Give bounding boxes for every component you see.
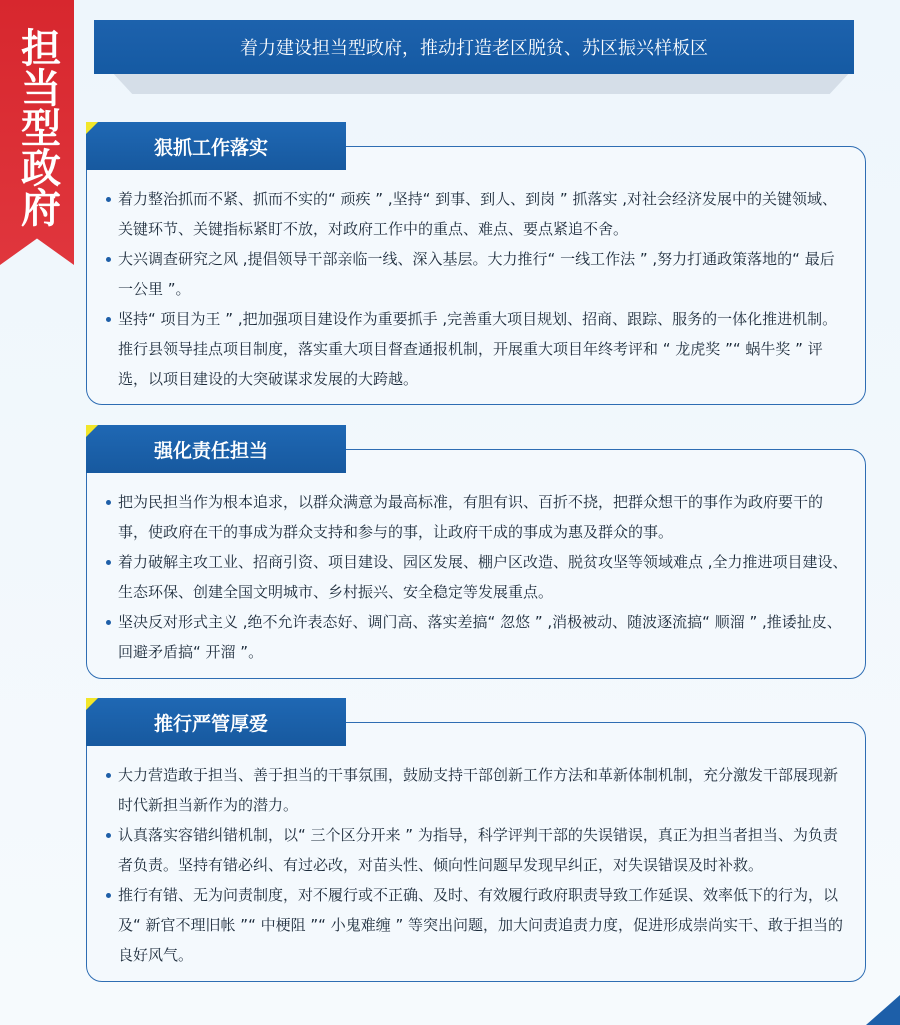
section-strict-care: [86, 698, 866, 982]
tab-corner-accent: [86, 425, 98, 437]
list-item: 把为民担当作为根本追求，以群众满意为最高标准，有胆有识、百折不挠，把群众想干的事作为政府要干的事，使政府在干的事成为群众支持和参与的事，让政府干成的事成为惠及群众的事。: [106, 487, 848, 547]
bullet-icon: [106, 893, 111, 898]
list-item: 坚持“ 项目为王 ” ,把加强项目建设作为重要抓手 ,完善重大项目规划、招商、跟踪、服务的一体化推进机制。推行县领导挂点项目制度，落实重大项目督查通报机制，开展重大项目年终考评和 “ 龙虎奖 ”“ 蜗牛奖 ” 评选，以项目建设的大突破谋求发展的大跨越。: [106, 304, 848, 394]
header-banner: 着力建设担当型政府，推动打造老区脱贫、苏区振兴样板区: [94, 20, 854, 74]
section-title: 推行严管厚爱: [154, 712, 269, 735]
bullet-icon: [106, 620, 111, 625]
section-list: [106, 487, 848, 667]
section-work-implementation: [86, 122, 866, 405]
tab-corner-accent: [86, 698, 98, 710]
list-item: 坚决反对形式主义 ,绝不允许表态好、调门高、落实差搞“ 忽悠 ” ,消极被动、随波逐流搞“ 顺溜 ” ,推诿扯皮、回避矛盾搞“ 开溜 ”。: [106, 607, 848, 667]
bullet-icon: [106, 197, 111, 202]
section-tab: [86, 425, 346, 473]
corner-triangle-icon: [866, 995, 900, 1025]
bullet-icon: [106, 317, 111, 322]
list-item: 大力营造敢于担当、善于担当的干事氛围，鼓励支持干部创新工作方法和革新体制机制，充分激发干部展现新时代新担当新作为的潜力。: [106, 760, 848, 820]
section-responsibility: [86, 425, 866, 679]
list-item: 大兴调查研究之风 ,提倡领导干部亲临一线、深入基层。大力推行“ 一线工作法 ” ,努力打通政策落地的“ 最后一公里 ”。: [106, 244, 848, 304]
tab-corner-accent: [86, 122, 98, 134]
ribbon-title: 担当型政府: [14, 27, 61, 227]
section-tab: [86, 698, 346, 746]
bullet-icon: [106, 773, 111, 778]
bullet-icon: [106, 560, 111, 565]
bullet-icon: [106, 500, 111, 505]
list-item: 着力整治抓而不紧、抓而不实的“ 顽疾 ” ,坚持“ 到事、到人、到岗 ” 抓落实 ,对社会经济发展中的关键领域、关键环节、关键指标紧盯不放，对政府工作中的重点、难点、要点紧追不舍。: [106, 184, 848, 244]
list-item: 推行有错、无为问责制度，对不履行或不正确、及时、有效履行政府职责导致工作延误、效率低下的行为，以及“ 新官不理旧帐 ”“ 中梗阻 ”“ 小鬼难缠 ” 等突出问题，加大问责追责力度，促进形成崇尚实干、敢于担当的良好风气。: [106, 880, 848, 970]
section-title: 强化责任担当: [154, 439, 269, 462]
section-tab: [86, 122, 346, 170]
section-list: [106, 184, 848, 394]
list-item: 认真落实容错纠错机制，以“ 三个区分开来 ” 为指导，科学评判干部的失误错误，真正为担当者担当、为负责者负责。坚持有错必纠、有过必改，对苗头性、倾向性问题早发现早纠正，对失误错误及时补救。: [106, 820, 848, 880]
bullet-icon: [106, 257, 111, 262]
section-title: 狠抓工作落实: [154, 136, 269, 159]
section-list: [106, 760, 848, 970]
list-item: 着力破解主攻工业、招商引资、项目建设、园区发展、棚户区改造、脱贫攻坚等领域难点 ,全力推进项目建设、生态环保、创建全国文明城市、乡村振兴、安全稳定等发展重点。: [106, 547, 848, 607]
bullet-icon: [106, 833, 111, 838]
